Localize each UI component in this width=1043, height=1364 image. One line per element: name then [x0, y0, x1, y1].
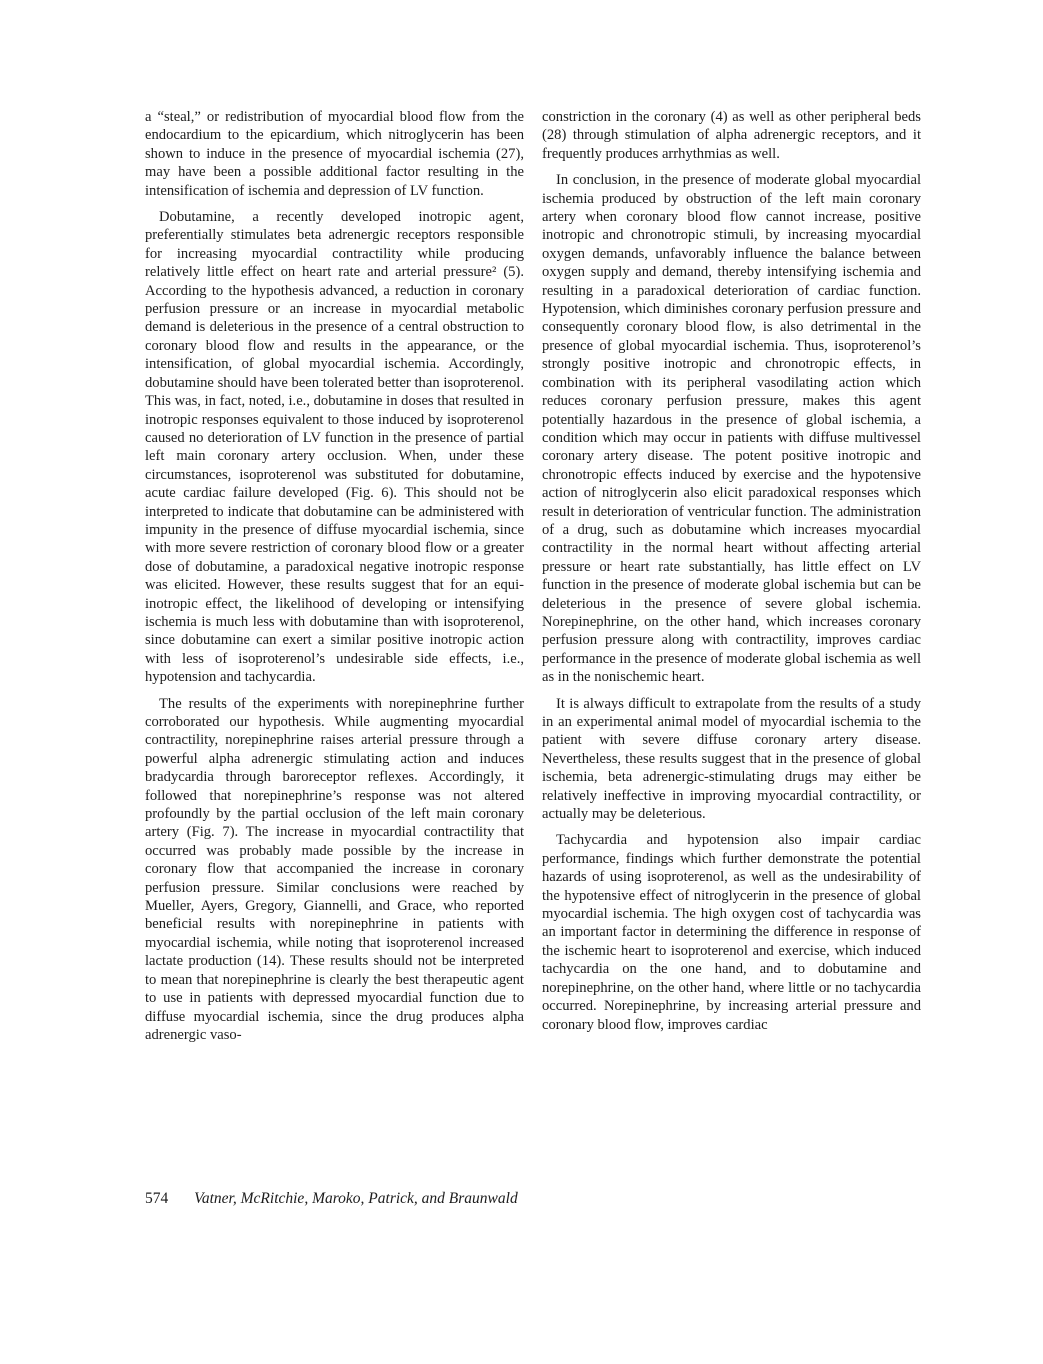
paragraph: a “steal,” or redistribution of myocardial blood flow from the endocardium to the epicardium, which nitroglycerin has been shown to induce in the presence of myocardial ischemia (27), may have been a possible additional factor resulting in the intensification of ischemia and depression of LV function.: [145, 109, 524, 199]
page-footer: [145, 1190, 518, 1208]
running-authors: Vatner, McRitchie, Maroko, Patrick, and Braunwald: [194, 1190, 518, 1207]
page-number: 574: [145, 1190, 169, 1207]
left-column: [145, 108, 524, 1052]
paragraph: Dobutamine, a recently developed inotropic agent, preferentially stimulates beta adrenergic receptors responsible for increasing myocardial contractility while producing relatively little effect on heart rate and arterial pressure² (5). According to the hypothesis advanced, a reduction in coronary perfusion pressure or an increase in myocardial metabolic demand is deleterious in the presence of a central obstruction to coronary blood flow and results in the appearance, or the intensification, of global myocardial ischemia. Accordingly, dobutamine should have been tolerated better than isoproterenol. This was, in fact, noted, i.e., dobutamine in doses that resulted in inotropic responses equivalent to those induced by isoproterenol caused no deterioration of LV function in the presence of partial left main coronary artery occlusion. When, under these circumstances, isoproterenol was substituted for dobutamine, acute cardiac failure developed (Fig. 6). This should not be interpreted to indicate that dobutamine can be administered with impunity in the presence of diffuse myocardial ischemia, since with more severe restriction of coronary blood flow or a greater dose of dobutamine, a paradoxical negative inotropic response was elicited. However, these results suggest that for an equi-inotropic effect, the likelihood of developing or intensifying ischemia is much less with dobutamine than with isoproterenol, since dobutamine can exert a similar positive inotropic action with less of isoproterenol’s undesirable side effects, i.e., hypotension and tachycardia.: [145, 209, 524, 686]
paragraph: Tachycardia and hypotension also impair cardiac performance, findings which further demonstrate the potential hazards of using isoproterenol, as well as the undesirability of the hypotensive effect of nitroglycerin in the presence of global myocardial ischemia. The high oxygen cost of tachycardia was an important factor in determining the difference in response of the ischemic heart to isoproterenol and exercise, which induced tachycardia on the one hand, and to dobutamine and norepinephrine, on the other hand, where little or no tachycardia occurred. Norepinephrine, by increasing arterial pressure and coronary blood flow, improves cardiac: [542, 832, 921, 1033]
right-column: [542, 108, 921, 1042]
paragraph: In conclusion, in the presence of moderate global myocardial ischemia produced by obstruction of the left main coronary artery when coronary blood flow cannot increase, positive inotropic and chronotropic stimuli, by increasing myocardial oxygen demands, unfavorably influence the balance between oxygen supply and demand, thereby intensifying ischemia and resulting in a paradoxical deterioration of cardiac function. Hypotension, which diminishes coronary perfusion pressure and consequently coronary blood flow, is also detrimental in the presence of global myocardial ischemia. Thus, isoproterenol’s strongly positive inotropic and chronotropic effects, in combination with its peripheral vasodilating action which reduces coronary perfusion pressure, makes this agent potentially hazardous in the presence of global ischemia, a condition which may occur in patients with diffuse multivessel coronary artery disease. The potent positive inotropic and chronotropic effects induced by exercise and the hypotensive action of nitroglycerin also elicit paradoxical responses which result in deterioration of ventricular function. The administration of a drug, such as dobutamine which increases myocardial contractility in the normal heart without affecting arterial pressure or heart rate substantially, has little effect on LV function in the presence of moderate global ischemia but can be deleterious in the presence of severe global ischemia. Norepinephrine, on the other hand, which increases coronary perfusion pressure along with contractility, improves cardiac performance in the presence of moderate global ischemia as well as in the nonischemic heart.: [542, 172, 921, 686]
paragraph: constriction in the coronary (4) as well as other peripheral beds (28) through stimulation of alpha adrenergic receptors, and it frequently produces arrhythmias as well.: [542, 109, 921, 162]
paragraph: The results of the experiments with norepinephrine further corroborated our hypothesis. While augmenting myocardial contractility, norepinephrine raises arterial pressure through a powerful alpha adrenergic stimulating action and induces bradycardia through baroreceptor reflexes. Accordingly, it followed that norepinephrine’s response was not altered profoundly by the partial occlusion of the left main coronary artery (Fig. 7). The increase in myocardial contractility that occurred was probably made possible by the increase in coronary flow that accompanied the increase in coronary perfusion pressure. Similar conclusions were reached by Mueller, Ayers, Gregory, Giannelli, and Grace, who reported beneficial results with norepinephrine in patients with myocardial ischemia, while noting that isoproterenol increased lactate production (14). These results should not be interpreted to mean that norepinephrine is clearly the best therapeutic agent to use in patients with depressed myocardial function due to diffuse myocardial ischemia, since the drug produces alpha adrenergic vaso-: [145, 695, 524, 1043]
paragraph: It is always difficult to extrapolate from the results of a study in an experimental animal model of myocardial ischemia to the patient with severe diffuse coronary artery disease. Nevertheless, these results suggest that in the presence of global ischemia, beta adrenergic-stimulating drugs may either be relatively ineffective in improving myocardial contractility, or actually may be deleterious.: [542, 695, 921, 823]
